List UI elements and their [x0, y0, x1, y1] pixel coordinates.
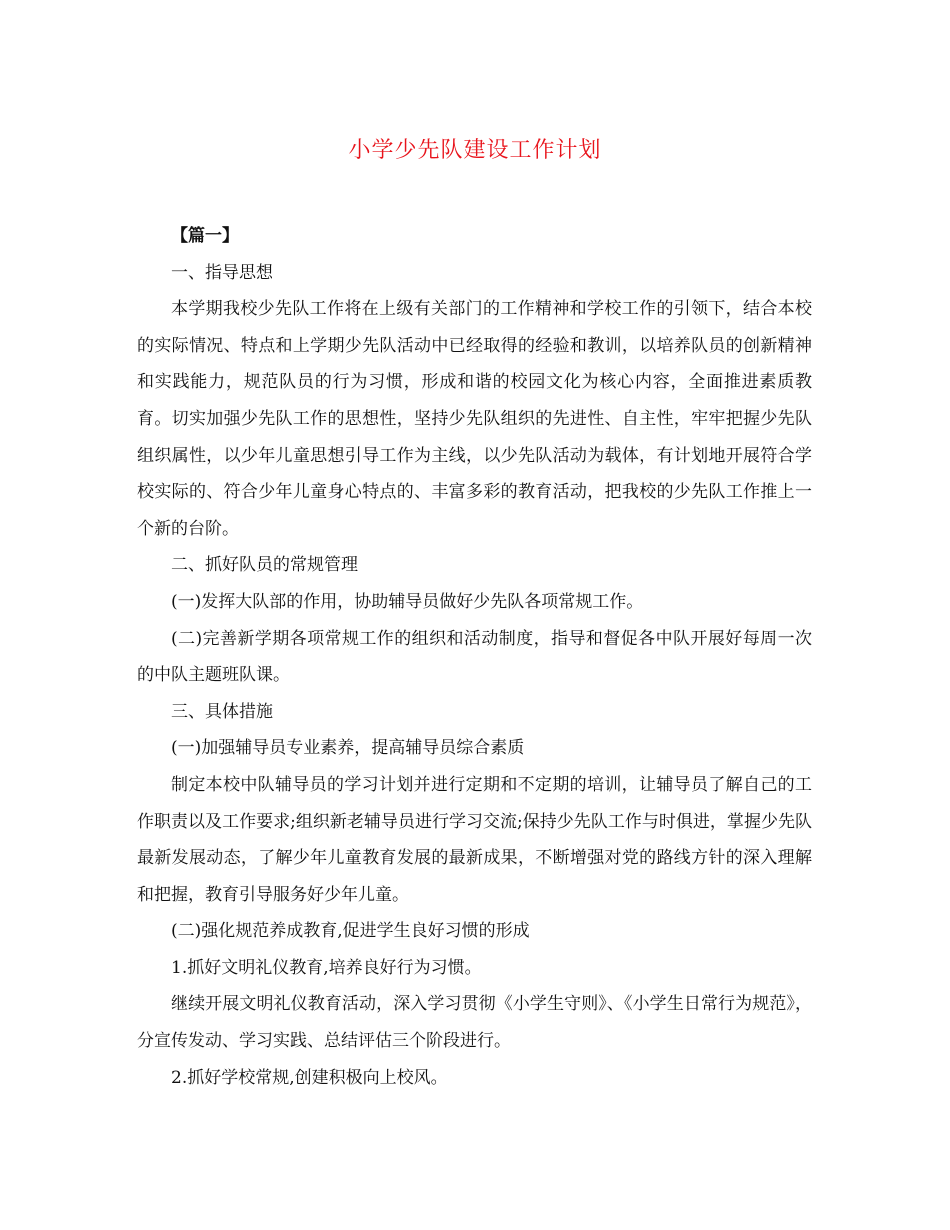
list-item-etiquette: 1.抓好文明礼仪教育,培养良好行为习惯。 — [171, 957, 482, 978]
paragraph-routine-item-1: (一)发挥大队部的作用，协助辅导员做好少先队各项常规工作。 — [171, 591, 644, 612]
list-item-school-routine: 2.抓好学校常规,创建积极向上校风。 — [171, 1067, 448, 1088]
paragraph-routine-item-2: (二)完善新学期各项常规工作的组织和活动制度，指导和督促各中队开展好每周一次的中队主题班队课。 — [137, 628, 812, 686]
paragraph-counselor-training: 制定本校中队辅导员的学习计划并进行定期和不定期的培训，让辅导员了解自己的工作职责以及工作要求;组织新老辅导员进行学习交流;保持少先队工作与时俱进，掌握少先队最新发展动态，了解少年儿童教育发展的最新成果，不断增强对党的路线方针的深入理解和把握，教育引导服务好少年儿童。 — [137, 774, 812, 905]
document-title: 小学少先队建设工作计划 — [348, 138, 602, 163]
document-body — [137, 218, 812, 1096]
paragraph-etiquette-activities: 继续开展文明礼仪教育活动，深入学习贯彻《小学生守则》、《小学生日常行为规范》，分宣传发动、学习实践、总结评估三个阶段进行。 — [137, 994, 812, 1052]
paragraph-guiding-ideology: 本学期我校少先队工作将在上级有关部门的工作精神和学校工作的引领下，结合本校的实际情况、特点和上学期少先队活动中已经取得的经验和教训，以培养队员的创新精神和实践能力，规范队员的行为习惯，形成和谐的校园文化为核心内容，全面推进素质教育。切实加强少先队工作的思想性，坚持少先队组织的先进性、自主性，牢牢把握少先队组织属性，以少年儿童思想引导工作为主线，以少先队活动为载体，有计划地开展符合学校实际的、符合少年儿童身心特点的、丰富多彩的教育活动，把我校的少先队工作推上一个新的台阶。 — [137, 299, 812, 539]
heading-guiding-ideology: 一、指导思想 — [171, 262, 273, 283]
heading-routine-management: 二、抓好队员的常规管理 — [171, 555, 358, 576]
subheading-counselor-quality: (一)加强辅导员专业素养，提高辅导员综合素质 — [171, 738, 525, 759]
subheading-habit-education: (二)强化规范养成教育,促进学生良好习惯的形成 — [171, 921, 530, 942]
section-heading-part-one: 【篇一】 — [171, 226, 239, 246]
heading-specific-measures: 三、具体措施 — [171, 701, 273, 722]
